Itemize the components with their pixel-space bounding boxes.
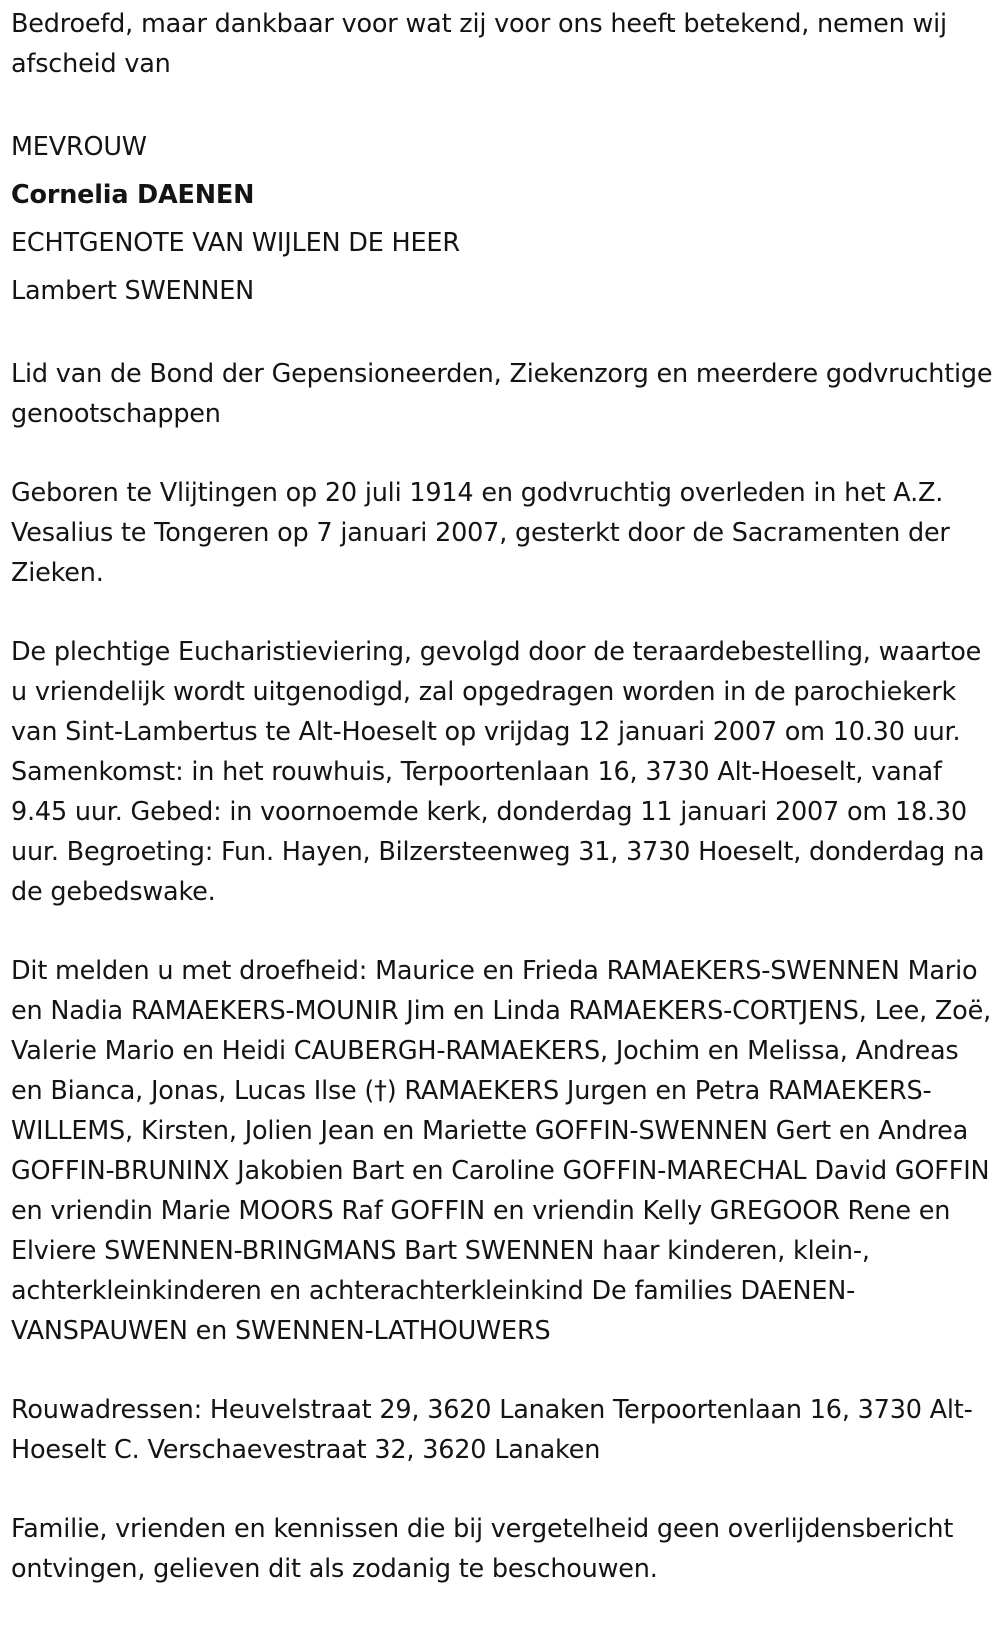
obituary-document xyxy=(11,4,996,1589)
family-paragraph: Dit melden u met droefheid: Maurice en Frieda RAMAEKERS-SWENNEN Mario en Nadia RAMAEKERS-MOUNIR Jim en Linda RAMAEKERS-CORTJENS, Lee, Zoë, Valerie Mario en Heidi CAUBERGH-RAMAEKERS, Jochim en Melissa, Andreas en Bianca, Jonas, Lucas Ilse (†) RAMAEKERS Jurgen en Petra RAMAEKERS-WILLEMS, Kirsten, Jolien Jean en Mariette GOFFIN-SWENNEN Gert en Andrea GOFFIN-BRUNINX Jakobien Bart en Caroline GOFFIN-MARECHAL David GOFFIN en vriendin Marie MOORS Raf GOFFIN en vriendin Kelly GREGOOR Rene en Elviere SWENNEN-BRINGMANS Bart SWENNEN haar kinderen, klein-, achterkleinkinderen en achterachterkleinkind De families DAENEN-VANSPAUWEN en SWENNEN-LATHOUWERS xyxy=(11,956,991,1346)
title-line: MEVROUW xyxy=(11,132,147,162)
intro-paragraph: Bedroefd, maar dankbaar voor wat zij voor ons heeft betekend, nemen wij afscheid van xyxy=(11,9,947,79)
deceased-name: Cornelia DAENEN xyxy=(11,180,255,210)
spouse-name: Lambert SWENNEN xyxy=(11,276,254,306)
membership-paragraph: Lid van de Bond der Gepensioneerden, Ziekenzorg en meerdere godvruchtige genootschappen xyxy=(11,359,993,429)
closing-paragraph: Familie, vrienden en kennissen die bij vergetelheid geen overlijdensbericht ontvingen, gelieven dit als zodanig te beschouwen. xyxy=(11,1514,954,1584)
birth-death-paragraph: Geboren te Vlijtingen op 20 juli 1914 en godvruchtig overleden in het A.Z. Vesalius te Tongeren op 7 januari 2007, gesterkt door de Sacramenten der Zieken. xyxy=(11,478,950,588)
addresses-paragraph: Rouwadressen: Heuvelstraat 29, 3620 Lanaken Terpoortenlaan 16, 3730 Alt-Hoeselt C. Verschaevestraat 32, 3620 Lanaken xyxy=(11,1395,973,1465)
ceremony-paragraph: De plechtige Eucharistieviering, gevolgd door de teraardebestelling, waartoe u vriendelijk wordt uitgenodigd, zal opgedragen worden in de parochiekerk van Sint-Lambertus te Alt-Hoeselt op vrijdag 12 januari 2007 om 10.30 uur. Samenkomst: in het rouwhuis, Terpoortenlaan 16, 3730 Alt-Hoeselt, vanaf 9.45 uur. Gebed: in voornoemde kerk, donderdag 11 januari 2007 om 18.30 uur. Begroeting: Fun. Hayen, Bilzersteenweg 31, 3730 Hoeselt, donderdag na de gebedswake. xyxy=(11,637,985,907)
spouse-line: ECHTGENOTE VAN WIJLEN DE HEER xyxy=(11,228,460,258)
deceased-block xyxy=(11,123,996,315)
